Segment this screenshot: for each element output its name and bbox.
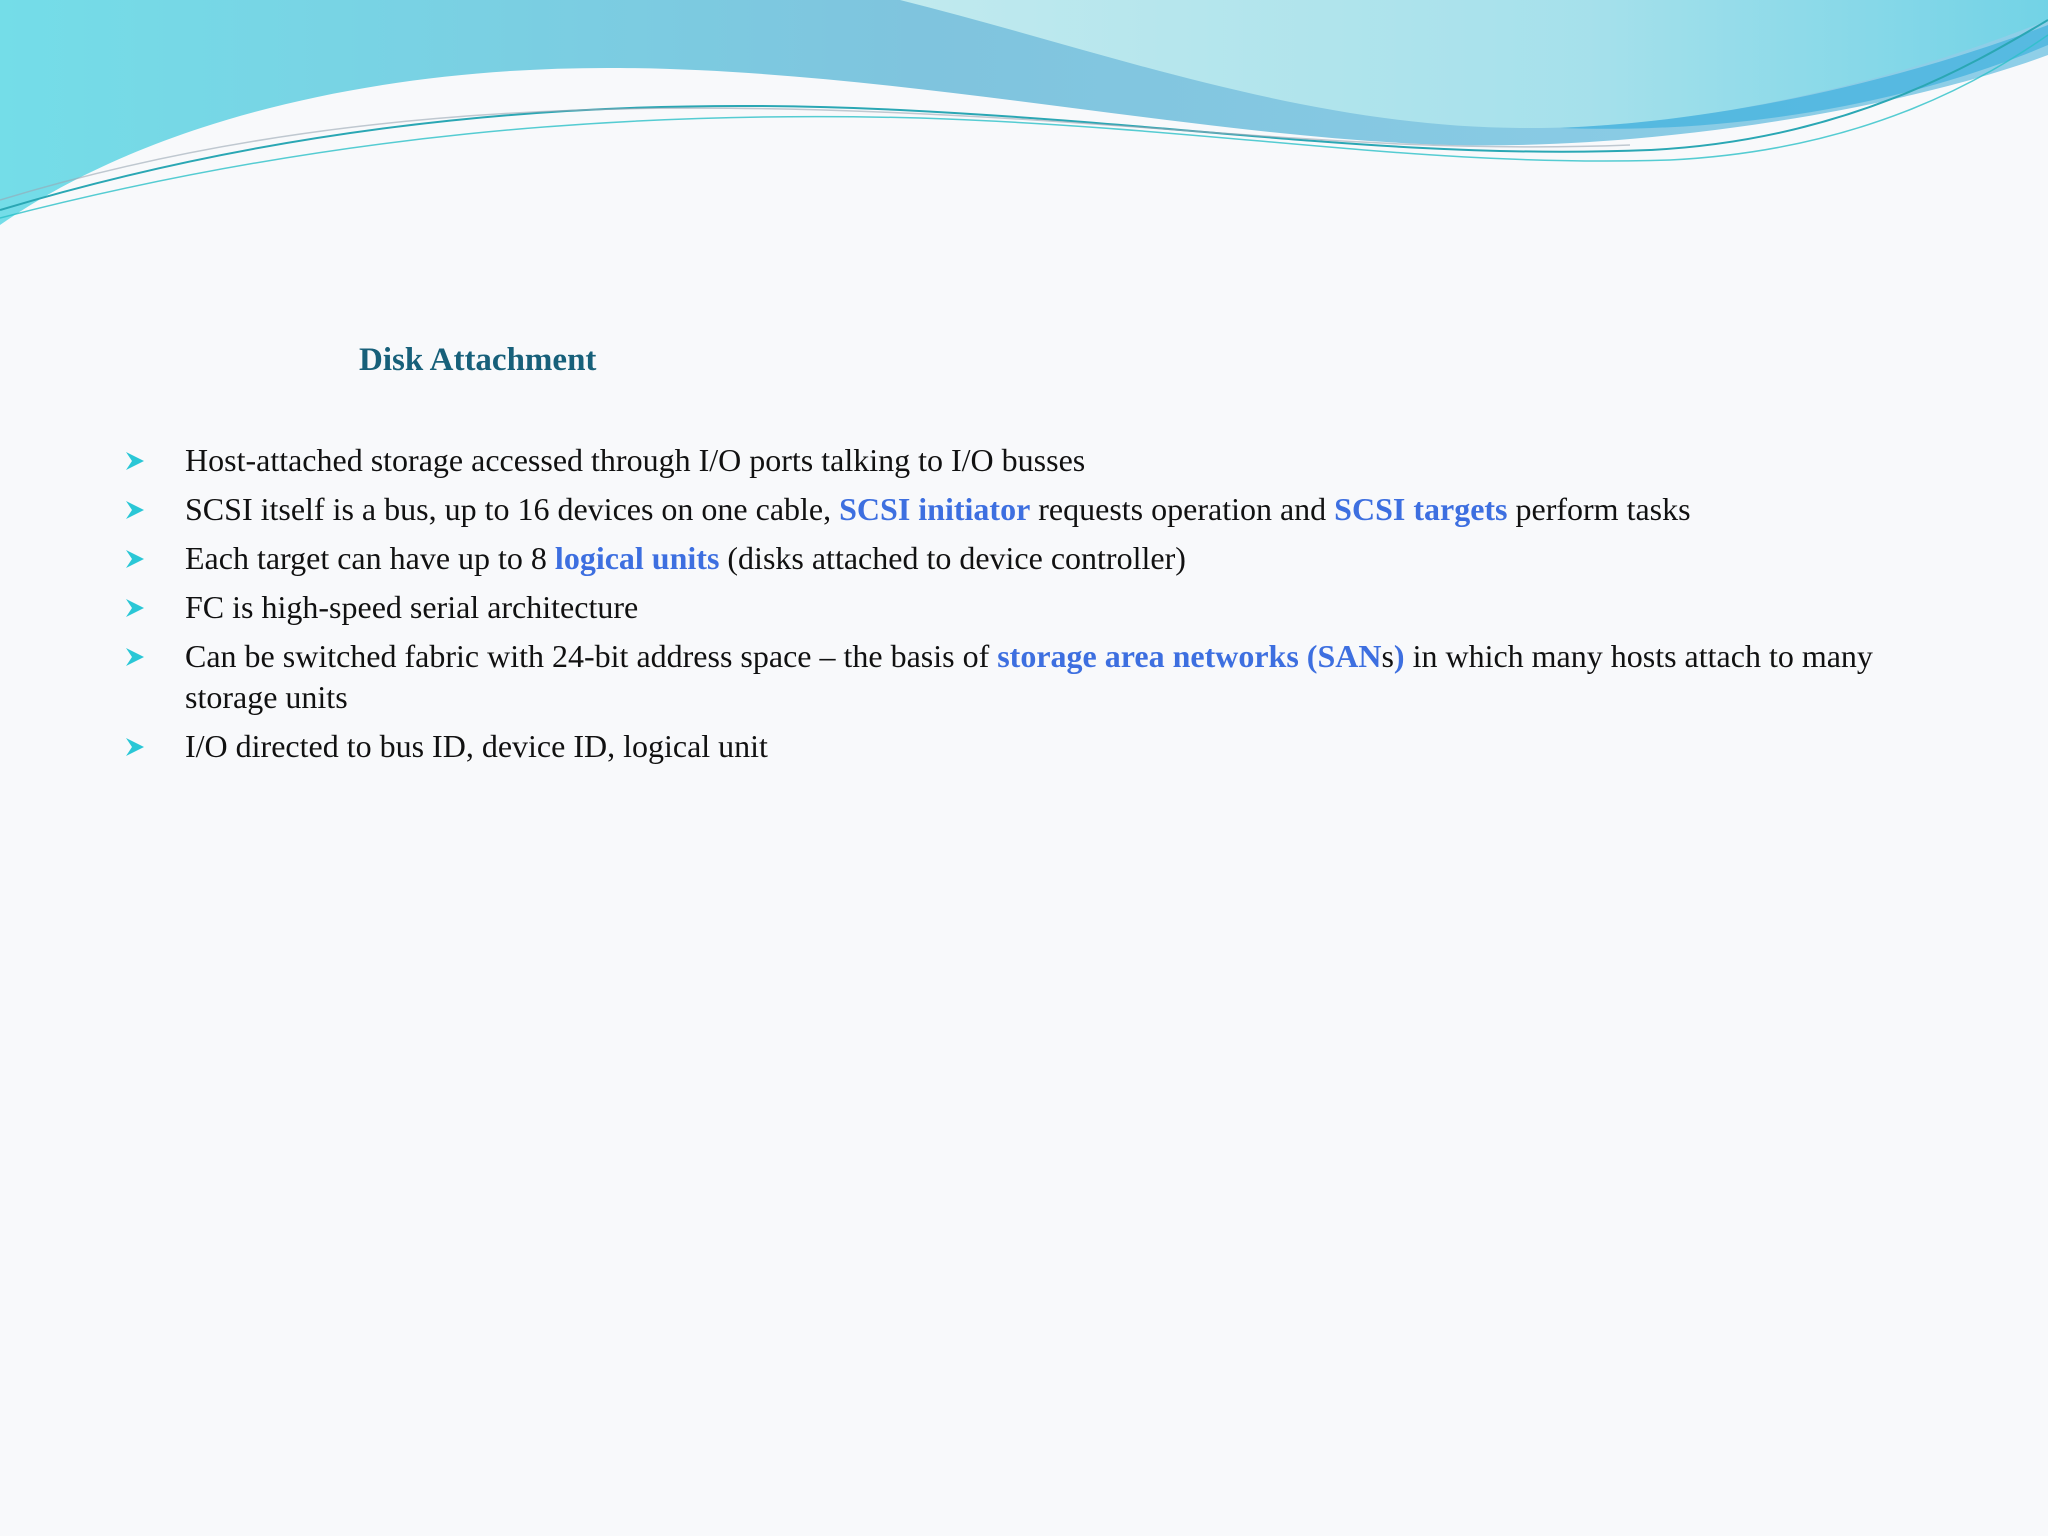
bullet-text: Host-attached storage accessed through I/O ports talking to I/O busses [185,442,1086,478]
bullet-text: FC is high-speed serial architecture [185,589,639,625]
bullet-list [120,440,1920,775]
bullet-text: I/O directed to bus ID, device ID, logical unit [185,728,768,764]
arrowhead-bullet-icon [125,647,145,667]
bullet-text: SCSI itself is a bus, up to 16 devices on one cable, [185,491,840,527]
bullet-text: (disks attached to device controller) [719,540,1186,576]
bullet-text: perform tasks [1507,491,1691,527]
arrowhead-bullet-icon [125,500,145,520]
arrowhead-bullet-icon [125,737,145,757]
bullet-text: Each target can have up to 8 [185,540,555,576]
bullet-text: in which many hosts attach to many storage units [185,638,1873,715]
bullet-item [120,538,1920,579]
arrowhead-bullet-icon [125,451,145,471]
arrowhead-bullet-icon [125,598,145,618]
bullet-text: requests operation and [1030,491,1335,527]
bullet-text: s [1381,638,1394,674]
bullet-item [120,440,1920,481]
bullet-item [120,636,1920,718]
slide-title: Disk Attachment [359,342,597,378]
highlighted-term: logical units [554,540,720,576]
header-wave-decoration [0,0,2048,240]
bullet-item [120,489,1920,530]
arrowhead-bullet-icon [125,549,145,569]
bullet-item [120,587,1920,628]
bullet-item [120,726,1920,767]
highlighted-term: ) [1393,638,1405,674]
highlighted-term: storage area networks (SAN [997,638,1382,674]
highlighted-term: SCSI initiator [839,491,1031,527]
highlighted-term: SCSI targets [1334,491,1508,527]
bullet-text: Can be switched fabric with 24-bit address space – the basis of [185,638,998,674]
